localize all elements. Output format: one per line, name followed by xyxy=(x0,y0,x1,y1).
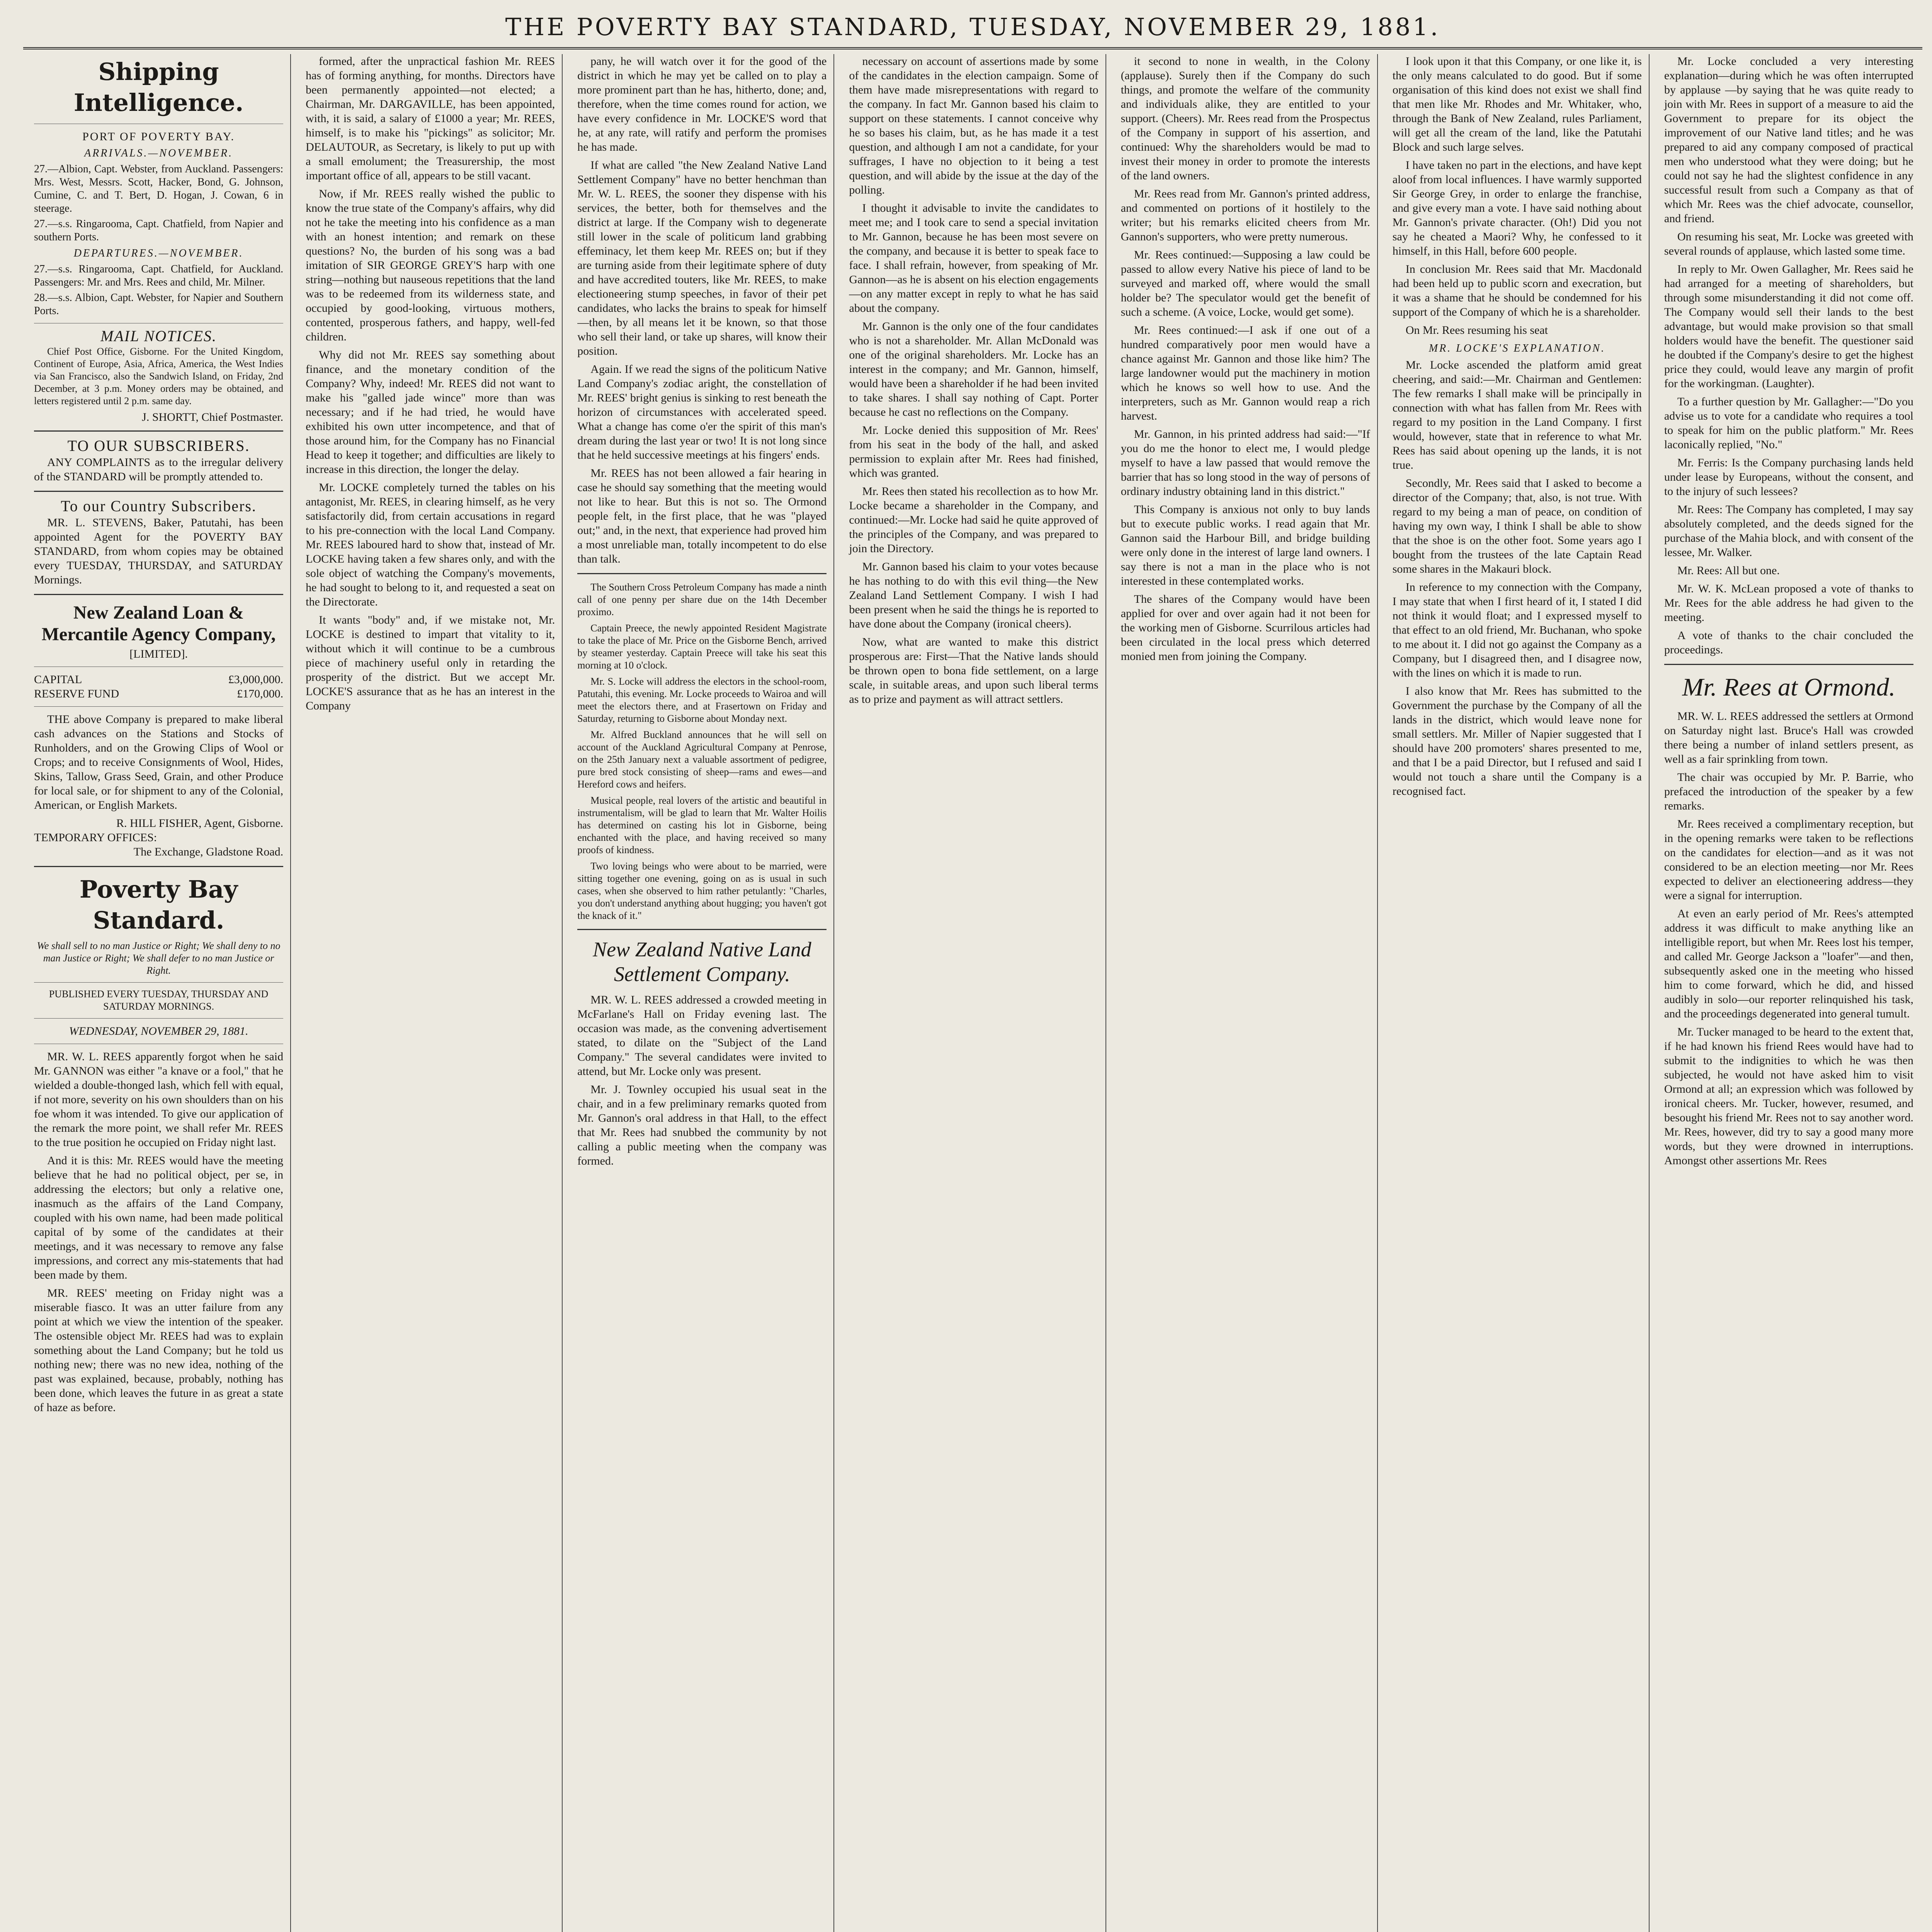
masthead: THE POVERTY BAY STANDARD, TUESDAY, NOVEMBER 29, 1881. xyxy=(23,7,1922,49)
newspaper-columns xyxy=(27,54,1920,1932)
article-paragraph: Mr. Ferris: Is the Company purchasing lands held under lease by Europeans, without the consent, and to the injury of such lessees? xyxy=(1664,456,1913,498)
column-1 xyxy=(27,54,291,1932)
loan-company-limited: [LIMITED]. xyxy=(129,648,188,660)
article-paragraph: In reply to Mr. Owen Gallagher, Mr. Rees said he had arranged for a meeting of shareholders, but through some misunderstanding it did not come off. The Company would sell their lands to the best advantage, but would make provision so that small holders would have the benefit. The questioner said he doubted if the Company's desire to get the highest price they could, would leave any margin of profit for the workingman. (Laughter). xyxy=(1664,263,1913,390)
departures-heading: DEPARTURES.—NOVEMBER. xyxy=(73,247,244,259)
article-paragraph: Mr. Rees continued:—I ask if one out of a hundred comparatively poor men would have a chance against Mr. Gannon and those like him? The large landowner would put the machinery in motion which he knows so well how to use. And the interpreters, such as Mr. Gannon would reap a rich harvest. xyxy=(1121,324,1370,422)
editorial-paragraph: Mr. REES has not been allowed a fair hearing in case he should say something that the meeting would not like to hear. But this is not so. The Ormond people felt, in the first place, that he was "played out;" and, in the next, that experience had proved him a most unreliable man, totally incompetent to do else than talk. xyxy=(577,467,827,565)
divider xyxy=(34,594,283,595)
departure-entry: 28.—s.s. Albion, Capt. Webster, for Napier and Southern Ports. xyxy=(34,292,284,317)
article-paragraph: Mr. Rees: The Company has completed, I may say absolutely completed, and the deeds signed for the purchase of the Mahia block, and with consent of the lessee, Mr. Walker. xyxy=(1664,503,1913,559)
arrival-entry: 27.—Albion, Capt. Webster, from Auckland. Passengers: Mrs. West, Messrs. Scott, Hacker, Bond, G. Johnson, Cumine, C. and T. Bert, D. Hogan, J. Cowan, 6 in steerage. xyxy=(34,163,284,214)
column-6 xyxy=(1386,54,1650,1932)
article-paragraph: In reference to my connection with the Company, I may state that when I first heard of it, I stated I did not think it would float; and I expressed myself to that effect to an old friend, Mr. Buchanan, who spoke to me about it. I did not go against the Company as a Company, but I disagreed then, and I disagree now, with the lines on which it is made to run. xyxy=(1392,581,1642,679)
divider xyxy=(34,706,283,707)
local-notice: Two loving beings who were about to be married, were sitting together one evening, going on as is usual in such cases, when she observed to him rather petulantly: "Charles, you don't understand anything about hugging; you haven't got the knack of it." xyxy=(577,861,827,921)
dateline: WEDNESDAY, NOVEMBER 29, 1881. xyxy=(69,1025,248,1037)
loan-company-signature: R. HILL FISHER, Agent, Gisborne. xyxy=(116,817,284,830)
article-paragraph: Mr. Gannon based his claim to your votes because he has nothing to do with this evil thing—the New Zealand Land Settlement Company. I wish I had been present when he said the things he is reported to have done about the Company (ironical cheers). xyxy=(849,560,1099,630)
article-paragraph: Mr. Gannon is the only one of the four candidates who is not a shareholder. Mr. Allan McDonald was one of the original shareholders. Mr. Locke has an interest in the company; and Mr. Gannon, himself, would have been a shareholder if he had been invited to take shares. I shall say nothing of Capt. Porter because he cast no reflections on the Company. xyxy=(849,320,1099,418)
article-paragraph: necessary on account of assertions made by some of the candidates in the election campaign. Some of them have made misrepresentations with regard to the company. In fact Mr. Gannon based his claim to support on these statements. I cannot conceive why he so bases his claim, but, as he has made it a test question, and although I am not a candidate, for your suffrages, I have no objection to it being a test question, and will abide by the issue at the day of the polling. xyxy=(849,55,1099,196)
divider xyxy=(34,866,283,867)
country-subscribers-heading: To our Country Subscribers. xyxy=(61,497,257,515)
article-paragraph: At even an early period of Mr. Rees's attempted address it was difficult to make anything like an intelligible report, but when Mr. Rees lost his temper, and called Mr. George Jackson a "loafer"—and then, subsequently asked one in the meeting who hissed him to come forward, which he did, and hissed audibly in solo—our reporter relinquished his task, and the proceedings degenerated into general tumult. xyxy=(1664,907,1913,1020)
article-paragraph: Mr. W. K. McLean proposed a vote of thanks to Mr. Rees for the able address he had given to the meeting. xyxy=(1664,582,1913,624)
divider xyxy=(577,573,827,574)
article-paragraph: Mr. Rees read from Mr. Gannon's printed address, and commented on portions of it hostilely to the writer; but his remarks elicited cheers from Mr. Gannon's supporters, who were pretty numerous. xyxy=(1121,187,1370,243)
article-paragraph: Mr. Rees received a complimentary reception, but in the opening remarks were taken to be reflections on the candidates for election—and as it was not considered to be an election meeting—nor Mr. Rees expected to deliver an electioneering address—they were a signal for interruption. xyxy=(1664,818,1913,902)
publication-schedule: PUBLISHED EVERY TUESDAY, THURSDAY AND SATURDAY MORNINGS. xyxy=(49,988,269,1012)
article-paragraph: In conclusion Mr. Rees said that Mr. Macdonald had been held up to public scorn and execration, but it was a shame that he should be condemned for his support of the Company of which he is a shareholder. xyxy=(1392,263,1642,318)
divider xyxy=(34,1018,283,1019)
local-notice: Mr. S. Locke will address the electors in the school-room, Patutahi, this evening. Mr. Locke proceeds to Wairoa and will meet the electors there, and at Frasertown on Friday and Saturday, returning to Gisborne about Monday next. xyxy=(577,676,827,724)
local-notice: Mr. Alfred Buckland announces that he will sell on account of the Auckland Agricultural Company at Penrose, on the 25th January next a valuable assortment of pedigree, pure bred stock consisting of sheep—rams and ewes—and Hereford cows and heifers. xyxy=(577,729,827,790)
article-paragraph: I thought it advisable to invite the candidates to meet me; and I took care to send a special invitation to Mr. Gannon, because he has been most severe on the company, and because it is better to speak face to face. I shall refrain, however, from speaking of Mr. Gannon—as he is absent on his election engagements—on any matter except in reply to what he has said about the company. xyxy=(849,202,1099,315)
editorial-paragraph: And it is this: Mr. REES would have the meeting believe that he had no political object, per se, in addressing the electors; but only a relative one, inasmuch as the affairs of the Land Company, coupled with his own name, had been made political capital of by some of the candidates at their meetings, and it was necessary to remove any false impressions, and correct any mis-statements that had been made by them. xyxy=(34,1154,284,1281)
arrival-entry: 27.—s.s. Ringarooma, Capt. Chatfield, from Napier and southern Ports. xyxy=(34,218,284,243)
shipping-heading: Shipping Intelligence. xyxy=(73,58,244,117)
article-paragraph: it second to none in wealth, in the Colony (applause). Surely then if the Company do such things, and promote the welfare of the community and individuals alike, they are entitled to your support. (Cheers). Mr. Rees read from the Prospectus of the Company in support of his assertion, and continued: Why the shareholders would be mad to invest their money in order to promote the interests of the land owners. xyxy=(1121,55,1370,182)
subscribers-text: ANY COMPLAINTS as to the irregular delivery of the STANDARD will be promptly attended to. xyxy=(34,456,284,483)
paper-motto: We shall sell to no man Justice or Right; We shall deny to no man Justice or Right; We shall defer to no man Justice or Right. xyxy=(37,940,281,976)
nz-company-heading: New Zealand Native Land Settlement Company. xyxy=(593,938,811,986)
editorial-paragraph: If what are called "the New Zealand Native Land Settlement Company" have no better henchman than Mr. W. L. REES, the sooner they dispense with his services, the better, both for themselves and the district at large. If the Company wish to degenerate still lower in the scale of politicum land grabbing effeminacy, let them keep Mr. REES on; but if they are turning aside from their legitimate sphere of duty and have accredited touters, like Mr. REES, to make electioneering stump speeches, in favor of their pet candidates, who lacks the brains to speak for himself—then, by all means let it be known, so that those who sell their land, or take up shares, will know their position. xyxy=(577,159,827,357)
arrivals-heading: ARRIVALS.—NOVEMBER. xyxy=(84,147,233,159)
article-paragraph: Mr. Tucker managed to be heard to the extent that, if he had known his friend Rees would have had to submit to the indignities to which he was then subjected, he would not have asked him to visit Ormond at all; an expression which was followed by ironical cheers. Mr. Tucker, however, resumed, and besought his friend Mr. Rees not to say another word. Mr. Rees, however, did try to say a good many more words, but they were drowned in interruptions. Amongst other assertions Mr. Rees xyxy=(1664,1026,1913,1167)
article-paragraph: Mr. Locke concluded a very interesting explanation—during which he was often interrupted by applause —by saying that he was quite ready to join with Mr. Rees in support of a measure to aid the Government to prepare for its object the improvement of our Native land titles; and he was prepared to aid any company composed of practical men who understood what they were doing; but he could not say he had the slightest confidence in any successful result from such a Company as that of which Mr. Rees was the chief advocate, counsellor, and friend. xyxy=(1664,55,1913,225)
offices-label: TEMPORARY OFFICES: xyxy=(34,831,157,844)
editorial-paragraph: Why did not Mr. REES say something about finance, and the monetary condition of the Company? Why, indeed! Mr. REES did not want to make his "galled jade wince" more than was necessary; and if he had tried, he would have exhibited his own utter incompetence, and that of those around him, for the Company has no Financial Head to keep it together; and difficulties are likely to increase in this direction, the longer the delay. xyxy=(306,349,555,476)
divider xyxy=(34,491,283,492)
editorial-paragraph: MR. W. L. REES apparently forgot when he said Mr. GANNON was either "a knave or a fool," that he wielded a double-thonged lash, which fell with equal, if not more, severity on his own shoulders than on his foe whom it was intended. To give our application of the remark the more point, we shall refer Mr. REES to the true position he occupied on Friday night last. xyxy=(34,1050,284,1149)
loan-company-heading: New Zealand Loan & Mercantile Agency Company, xyxy=(41,602,276,645)
article-paragraph: I look upon it that this Company, or one like it, is the only means calculated to do good. But if some organisation of this kind does not exist we shall find that men like Mr. Rhodes and Mr. Whitaker, who, through the Bank of New Zealand, rules Parliament, will get all the cream of the land, like the Patutahi Block and such large selves. xyxy=(1392,55,1642,153)
country-subscribers-text: MR. L. STEVENS, Baker, Patutahi, has been appointed Agent for the POVERTY BAY STANDARD, from whom copies may be obtained every TUESDAY, THURSDAY, and SATURDAY Mornings. xyxy=(34,516,284,586)
local-notice: Musical people, real lovers of the artistic and beautiful in instrumentalism, will be glad to learn that Mr. Walter Hoilis has determined on casting his lot in Gisborne, being enchanted with the place, and having received so many proofs of kindness. xyxy=(577,795,827,855)
article-paragraph: Now, what are wanted to make this district prosperous are: First—That the Native lands should be thrown open to bona fide settlement, on a large scale, in suitable areas, and upon such liberal terms as to prize and payment as will attract settlers. xyxy=(849,636,1099,706)
locke-explanation-heading: MR. LOCKE'S EXPLANATION. xyxy=(1429,342,1605,354)
offices-value: The Exchange, Gladstone Road. xyxy=(133,845,284,858)
article-paragraph: The shares of the Company would have been applied for over and over again had it not been for the working men of Gisborne. Scurrilous articles had been circulated in the local press which deterred monied men from joining the Company. xyxy=(1121,593,1370,663)
paper-title: Poverty Bay Standard. xyxy=(79,875,238,934)
article-paragraph: MR. W. L. REES addressed the settlers at Ormond on Saturday night last. Bruce's Hall was crowded there being a number of inland settlers present, as well as a fair sprinkling from town. xyxy=(1664,710,1913,765)
article-paragraph: Mr. Rees continued:—Supposing a law could be passed to allow every Native his piece of land to be surveyed and marked off, where would the small holder be? The speculator would get the benefit of such a scheme. (A voice, Locke, would get some). xyxy=(1121,248,1370,318)
divider xyxy=(1664,664,1913,665)
article-paragraph: Mr. Rees: All but one. xyxy=(1677,564,1780,577)
reserve-value: £170,000. xyxy=(237,687,284,700)
article-paragraph: On resuming his seat, Mr. Locke was greeted with several rounds of applause, which lasted some time. xyxy=(1664,230,1913,257)
article-paragraph: I also know that Mr. Rees has submitted to the Government the purchase by the Company of all the lands in the district, which would leave none for small settlers. Mr. Miller of Napier suggested that I should have 200 promoters' shares presented to me, and that I be a paid Director, but I refused and said I would not touch a share until the Company is a recognised fact. xyxy=(1392,685,1642,798)
article-paragraph: Secondly, Mr. Rees said that I asked to become a director of the Company; that, also, is not true. With regard to my being a man of peace, on condition of having my own way, I think I shall be able to show that the shoe is on the other foot. Some years ago I bought from the trustees of the late Captain Read some shares in the Makauri block. xyxy=(1392,477,1642,575)
column-2 xyxy=(299,54,563,1932)
article-paragraph: This Company is anxious not only to buy lands but to execute public works. I read again that Mr. Gannon said the Harbour Bill, and bridge building were only done in the interest of large land owners. I say there is not a man in the place who is not interested in these contemplated works. xyxy=(1121,503,1370,587)
editorial-paragraph: formed, after the unpractical fashion Mr. REES has of forming anything, for months. Directors have been permanently appointed—not elected; a Chairman, Mr. DARGAVILLE, has been appointed, with, it is said, a salary of £1000 a year; Mr. REES, himself, is to make his "pickings" as solicitor; Mr. DELAUTOUR, as Secretary, is likely to put up with a small emolument; the Treasurership, the most important office of all, appears to be still vacant. xyxy=(306,55,555,182)
column-3 xyxy=(570,54,834,1932)
reserve-label: RESERVE FUND xyxy=(34,687,119,700)
port-heading: PORT OF POVERTY BAY. xyxy=(82,130,235,143)
article-paragraph: A vote of thanks to the chair concluded the proceedings. xyxy=(1664,629,1913,656)
editorial-paragraph: MR. REES' meeting on Friday night was a miserable fiasco. It was an utter failure from any point at which we view the intention of the speaker. The ostensible object Mr. REES had was to explain something about the Land Company; but he told us nothing new; there was no new idea, nothing of the past was explained, because, probably, nothing has been done, which leaves the future in as great a state of haze as before. xyxy=(34,1287,284,1414)
article-paragraph: MR. W. L. REES addressed a crowded meeting in McFarlane's Hall on Friday evening last. The occasion was made, as the convening advertisement stated, to dilate on the "Subject of the Land Company." The several candidates were invited to attend, but Mr. Locke only was present. xyxy=(577,993,827,1078)
article-paragraph: I have taken no part in the elections, and have kept aloof from local influences. I have warmly supported Sir George Grey, in order to enlarge the franchise, and give every man a vote. I have said nothing about Mr. Gannon's private character. (Oh!) Did you not say he cheated a Maori? Why, he confessed to it himself, in this Hall, before 600 people. xyxy=(1392,159,1642,257)
reserve-row xyxy=(34,687,283,701)
local-notice: The Southern Cross Petroleum Company has made a ninth call of one penny per share due on the 14th December proximo. xyxy=(577,582,827,617)
editorial-paragraph: Now, if Mr. REES really wished the public to know the true state of the Company's affairs, why did not he take the meeting into his confidence as a man with an honest intention; and remark on these questions? No, the burden of his song was a bad imitation of SIR GEORGE GREY'S harp with one string—nothing but nauseous repetitions that the land was to be redeemed from its wilderness state, and occupied by good-looking, virtuous mothers, contented, prosperous fathers, and happy, well-fed children. xyxy=(306,187,555,343)
column-7 xyxy=(1657,54,1920,1932)
divider xyxy=(577,929,827,930)
capital-label: CAPITAL xyxy=(34,673,82,686)
article-paragraph: Mr. Gannon, in his printed address had said:—"If you do me the honor to elect me, I would pledge myself to have a law passed that would remove the barrier that has so long stood in the way of persons of ordinary industry obtaining land in this district." xyxy=(1121,428,1370,498)
departure-entry: 27.—s.s. Ringarooma, Capt. Chatfield, for Auckland. Passengers: Mr. and Mrs. Rees and child, Mr. Milner. xyxy=(34,263,284,288)
capital-row xyxy=(34,672,283,687)
column-5 xyxy=(1114,54,1378,1932)
divider xyxy=(34,982,283,983)
ormond-heading: Mr. Rees at Ormond. xyxy=(1682,673,1896,701)
article-paragraph: Mr. Locke denied this supposition of Mr. Rees' from his seat in the body of the hall, and asked permission to explain after Mr. Rees had finished, which was granted. xyxy=(849,424,1099,480)
editorial-paragraph: Again. If we read the signs of the politicum Native Land Company's zodiac aright, the constellation of Mr. REES' bright genius is sinking to rest beneath the horizon of circumstances with accelerated speed. What a change has come o'er the spirit of this man's dream during the last year or two! It is not long since that he held successive meetings at his fingers' ends. xyxy=(577,363,827,461)
local-notice: Captain Preece, the newly appointed Resident Magistrate to take the place of Mr. Price on the Gisborne Bench, arrived by steamer yesterday. Captain Preece will take his seat this morning at 10 o'clock. xyxy=(577,622,827,671)
divider xyxy=(34,430,283,432)
editorial-paragraph: pany, he will watch over it for the good of the district in which he may yet be called on to play a more prominent part than he has, hitherto, done; and, therefore, when the time comes round for action, we have every confidence in Mr. LOCKE'S word that he, at any rate, will ratify and perform the promises he has made. xyxy=(577,55,827,153)
subscribers-heading: TO OUR SUBSCRIBERS. xyxy=(67,437,250,454)
column-4 xyxy=(842,54,1106,1932)
article-paragraph: The chair was occupied by Mr. P. Barrie, who prefaced the introduction of the speaker by a few remarks. xyxy=(1664,771,1913,812)
mail-notice-signature: J. SHORTT, Chief Postmaster. xyxy=(142,411,284,423)
editorial-paragraph: Mr. LOCKE completely turned the tables on his antagonist, Mr. REES, in clearing himself, as he very satisfactorily did, from certain accusations in regard to his pre-connection with the local Land Company. Mr. REES laboured hard to show that, instead of Mr. LOCKE having taken a few shares only, and with the sole object of watching the Company's movements, he had sought to belong to it, and requested a seat on the Directorate. xyxy=(306,481,555,608)
article-paragraph: To a further question by Mr. Gallagher:—"Do you advise us to vote for a candidate who requires a tool to speak for him on the public platform." Mr. Rees laconically replied, "No." xyxy=(1664,395,1913,451)
loan-company-text: THE above Company is prepared to make liberal cash advances on the Stations and Stocks of Runholders, and on the Growing Clips of Wool or Crops; and to receive Consignments of Wool, Hides, Skins, Tallow, Grass Seed, Grain, and other Produce for local sale, or for shipment to any of the Colonial, American, or English Markets. xyxy=(34,713,284,811)
mail-notices-heading: MAIL NOTICES. xyxy=(100,327,217,345)
capital-value: £3,000,000. xyxy=(228,673,284,686)
article-paragraph: Mr. J. Townley occupied his usual seat in the chair, and in a few preliminary remarks quoted from Mr. Gannon's oral address in that Hall, to the effect that Mr. Rees had snubbed the community by not calling a public meeting when the company was formed. xyxy=(577,1083,827,1167)
article-paragraph: On Mr. Rees resuming his seat xyxy=(1405,324,1548,337)
mail-notice-text: Chief Post Office, Gisborne. For the United Kingdom, Continent of Europe, Asia, Africa, America, the West Indies via San Francisco, also the Sandwich Island, on Friday, 2nd December, at 3 p.m. Money orders may be obtained, and letters registered until 2 p.m. same day. xyxy=(34,346,284,406)
article-paragraph: Mr. Rees then stated his recollection as to how Mr. Locke became a shareholder in the Company, and continued:—Mr. Locke had said he quite approved of the principles of the Company, and was prepared to join the Directory. xyxy=(849,485,1099,555)
editorial-paragraph: It wants "body" and, if we mistake not, Mr. LOCKE is destined to impart that vitality to it, without which it will continue to be a cumbrous piece of machinery useful only in retarding the prosperity of the district. But we accept Mr. LOCKE'S assurance that as he has an interest in the Company xyxy=(306,614,555,712)
article-paragraph: Mr. Locke ascended the platform amid great cheering, and said:—Mr. Chairman and Gentlemen: The few remarks I shall make will be principally in connection with what has fallen from Mr. Rees with regard to my position in the Land Company. I first would, however, state that in reference to what Mr. Rees has said about opening up the lands, it is not true. xyxy=(1392,359,1642,471)
